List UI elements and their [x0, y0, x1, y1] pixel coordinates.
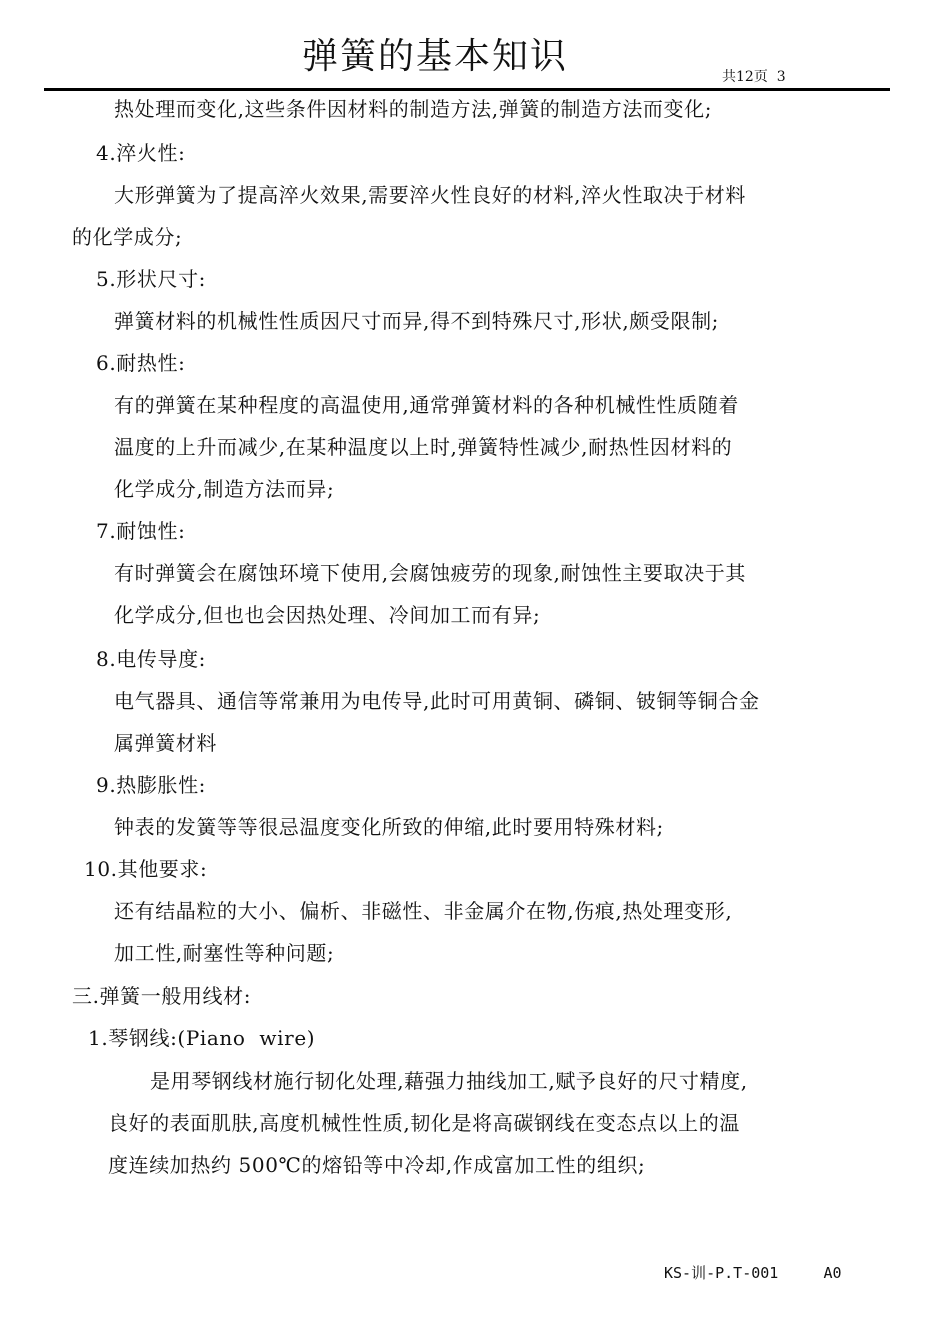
body-line: 有的弹簧在某种程度的高温使用,通常弹簧材料的各种机械性性质随着: [114, 393, 739, 417]
body-line: 的化学成分;: [72, 225, 183, 249]
section-heading: 7.耐蚀性:: [96, 519, 186, 543]
section-heading: 10.其他要求:: [84, 857, 208, 881]
page-count: 共12页 3: [722, 69, 786, 85]
body-line: 度连续加热约 500℃的熔铅等中冷却,作成富加工性的组织;: [108, 1153, 646, 1177]
chapter-heading: 三.弹簧一般用线材:: [72, 984, 252, 1008]
document-title: 弹簧的基本知识: [301, 36, 568, 77]
body-line: 良好的表面肌肤,高度机械性性质,韧化是将高碳钢线在变态点以上的温: [108, 1111, 740, 1135]
section-heading: 1.琴钢线:(Piano wire): [88, 1026, 316, 1050]
header-divider: [44, 88, 890, 91]
body-line: 温度的上升而减少,在某种温度以上时,弹簧特性减少,耐热性因材料的: [114, 435, 733, 459]
body-line: 电气器具、通信等常兼用为电传导,此时可用黄铜、磷铜、铍铜等铜合金: [114, 689, 760, 713]
section-heading: 8.电传导度:: [96, 647, 207, 671]
body-line: 化学成分,制造方法而异;: [114, 477, 335, 501]
body-line: 钟表的发簧等等很忌温度变化所致的伸缩,此时要用特殊材料;: [114, 815, 664, 839]
section-heading: 9.热膨胀性:: [96, 773, 207, 797]
body-line: 化学成分,但也也会因热处理、冷间加工而有异;: [114, 603, 541, 627]
body-line: 是用琴钢线材施行韧化处理,藉强力抽线加工,赋予良好的尺寸精度,: [150, 1069, 748, 1093]
section-heading: 5.形状尺寸:: [96, 267, 207, 291]
body-line: 弹簧材料的机械性性质因尺寸而异,得不到特殊尺寸,形状,颇受限制;: [114, 309, 720, 333]
body-line: 有时弹簧会在腐蚀环境下使用,会腐蚀疲劳的现象,耐蚀性主要取决于其: [114, 561, 746, 585]
body-line: 属弹簧材料: [114, 731, 217, 755]
body-line: 加工性,耐塞性等种问题;: [114, 941, 335, 965]
body-line: 还有结晶粒的大小、偏析、非磁性、非金属介在物,伤痕,热处理变形,: [114, 899, 733, 923]
section-heading: 4.淬火性:: [96, 141, 186, 165]
section-heading: 6.耐热性:: [96, 351, 186, 375]
body-line: 热处理而变化,这些条件因材料的制造方法,弹簧的制造方法而变化;: [114, 97, 713, 121]
body-line: 大形弹簧为了提高淬火效果,需要淬火性良好的材料,淬火性取决于材料: [114, 183, 746, 207]
document-code: KS-训-P.T-001 A0: [664, 1264, 842, 1282]
